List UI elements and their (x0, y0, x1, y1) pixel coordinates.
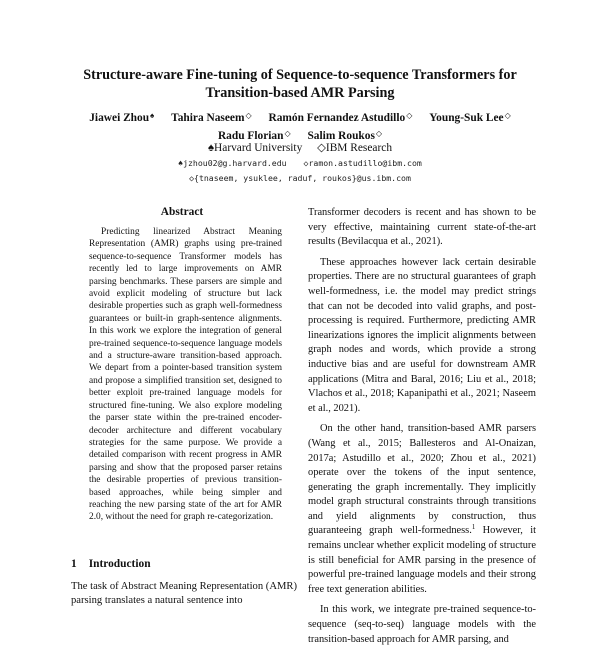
paragraph: These approaches however lack certain desirable properties. There are no structural guarantees of graph well-formedness, i.e. the model may predict strings that can not be decoded into valid graphs, and post-processing is required. Furthermore, predicting AMR linearizations ignores the implicit alignments between graph nodes and words, which provide a strong inductive bias and are useful for downstream AMR applications (Mitra and Baral, 2016; Liu et al., 2018; Vlachos et al., 2018; Kapanipathi et al., 2021; Naseem et al., 2021). (308, 256, 536, 414)
paragraph: In this work, we integrate pre-trained sequence-to-sequence (seq-to-seq) language models with the transition-based approach for AMR parsing, and (308, 604, 536, 645)
author (89, 112, 154, 124)
paragraph: Transformer decoders is recent and has shown to be very effective, maintaining current state-of-the-art results (Bevilacqua et al., 2021). (308, 207, 536, 248)
affiliation-mark: ◇ (317, 142, 326, 154)
author (268, 112, 412, 124)
footnote-marker[interactable]: 1 (471, 523, 476, 532)
intro-paragraph: The task of Abstract Meaning Representation (AMR) parsing translates a natural sentence into (71, 581, 297, 606)
affiliation-mark: ◇ (284, 129, 291, 138)
affiliation-name: IBM Research (325, 142, 393, 154)
email (189, 173, 411, 183)
author (429, 112, 511, 124)
affiliation (317, 142, 392, 154)
section-number: 1 (71, 558, 77, 570)
affiliation-mark: ♠ (207, 142, 215, 154)
affiliation-name: Harvard University (214, 142, 303, 154)
paragraph (308, 422, 536, 597)
intro-body (71, 580, 297, 608)
email (178, 158, 286, 168)
email-mark: ♠ (178, 158, 184, 168)
paragraph-text: On the other hand, transition-based AMR parsers (Wang et al., 2015; Ballesteros and Al-Onaizan, 2017a; Astudillo et al., 2020; Zhou et al., 2021) operate over the tokens of the input sentence, generating the graph incrementally. They implicitly model graph structural constraints through transitions and yield alignments by construction, thus guaranteeing graph well-formedness. (308, 423, 536, 537)
email-mark: ◇ (303, 158, 309, 168)
affiliation (208, 142, 302, 154)
affiliation-mark: ◇ (375, 129, 383, 138)
author-name: Ramón Fernandez Astudillo (268, 112, 406, 124)
email-address: ramon.astudillo@ibm.com (308, 158, 422, 168)
abstract-heading: Abstract (160, 206, 204, 218)
author-name: Tahira Naseem (171, 112, 245, 124)
author-name: Radu Florian (217, 130, 284, 142)
affiliation-mark: ◇ (504, 111, 511, 120)
email-address: jzhou02@g.harvard.edu (183, 158, 287, 168)
email (304, 158, 422, 168)
section-title: Introduction (88, 558, 151, 570)
abstract-text: Predicting linearized Abstract Meaning Representation (AMR) graphs using pre-trained sequence-to-sequence Transformer models has recently led to large improvements on AMR parsing benchmarks. These parsers are simple and avoid explicit modeling of structure but lack desirable properties such as graph well-formedness guarantees or built-in graph-sentence alignments. In this work we explore the integration of general pre-trained sequence-to-sequence language models and a structure-aware transition-based approach. We depart from a pointer-based transition system and propose a simplified transition set, designed to better exploit pre-trained language models for structured fine-tuning. We also explore modeling the parser state within the pre-trained encoder-decoder architecture and different vocabulary strategies for the same purpose. We provide a detailed comparison with recent progress in AMR parsing and show that the proposed parser retains the desirable properties of previous transition-based approaches, while being simpler and reaching the new parsing state of the art for AMR 2.0, without the need for graph re-categorization. (89, 227, 282, 523)
affiliations (40, 141, 560, 155)
author-name: Salim Roukos (307, 130, 375, 142)
paragraph-text: However, it remains unclear whether explicit modeling of structure is still beneficial for AMR parsing in the presence of powerful pre-trained language models and their strong free text generation abilities. (308, 525, 536, 595)
author-name: Jiawei Zhou (89, 112, 150, 124)
section-heading (71, 558, 291, 570)
abstract-body (89, 226, 282, 524)
author-name: Young-Suk Lee (429, 112, 504, 124)
paper-title: Structure-aware Fine-tuning of Sequence-to-sequence Transformers for Transition-based AMR Parsing (83, 67, 517, 101)
author-list (40, 108, 560, 144)
right-column (308, 206, 536, 653)
email-address: {tnaseem, ysuklee, raduf, roukos}@us.ibm.com (194, 173, 411, 183)
affiliation-mark: ◇ (245, 111, 252, 120)
affiliation-mark: ◇ (406, 111, 413, 120)
author (171, 112, 251, 124)
email-mark: ◇ (189, 173, 195, 183)
affiliation-mark: ♠ (150, 111, 155, 120)
email-block (60, 156, 540, 186)
